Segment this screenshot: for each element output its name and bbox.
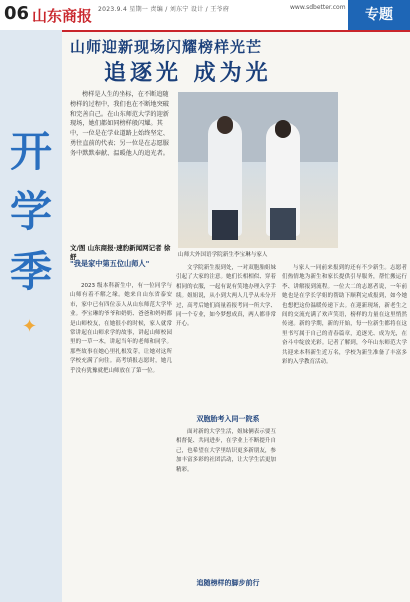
side-char-3: 季 (9, 247, 52, 296)
lead-paragraph: 榜样是人生的坐标，在不断追随榜样的过程中，我们也在不断地突破和完善自己。在山东师范大学的迎新现场，她们都如同榜样般闪耀。其中，一位是在学业道路上始终坚定、勇往直前的代表；另一位是在志愿服务中默默奉献、温暖他人的追光者。 (70, 91, 169, 157)
section-title: 追随榜样的脚步前行 (196, 579, 260, 587)
article-column: 与家人一同前来报到的还有不少新生。志愿者们热情地为新生和家长提供引导服务，帮忙搬运行李、讲解报到流程。一位大二的志愿者说，一年前她也是在学长学姐的帮助下顺利完成报到，如今她也想把这份温暖传递下去。在迎新现场，新老生之间的交流充满了欢声笑语，榜样的力量在这里悄然传递。新的学期，新的开始，每一位新生都将在这里书写属于自己的青春篇章，追逐光、成为光，在奋斗中绽放光彩。记者了解到，今年山东师范大学共迎来本科新生近万名，学校为新生准备了丰富多彩的入学教育活动。 (282, 265, 407, 366)
sparkle-icon: ✦ (22, 316, 38, 337)
side-char-2: 学 (9, 187, 52, 236)
side-char-1: 开 (9, 127, 52, 176)
photo-caption: 山师大外国语学院新生李宝琳与家人 (178, 252, 268, 258)
article-column: 2023 级本科新生中，有一位同学与山师有着不解之缘。她来自山东省泰安市，家中已有四位亲人从山东师范大学毕业。李宝琳的爷爷和奶奶、爸爸和妈妈都是山师校友，在她很小的时候，家人就常常讲起在山师求学的故事，讲起山师校园里的一草一木，讲起当年的老师和同学。那些故事在她心里扎根发芽，让她对这所学校充满了向往。高考填报志愿时，她几乎没有犹豫就把山师放在了第一位。 (70, 283, 172, 374)
side-decoration (0, 30, 62, 602)
headline-kicker: 山师迎新现场闪耀榜样光芒 (70, 38, 263, 56)
section-title: 双胞胎考入同一院系 (196, 415, 260, 423)
page-number: 06 (4, 3, 30, 24)
paper-name: 山东商报 (32, 7, 93, 25)
article-column: 文学院新生报到处，一对双胞胎姐妹引起了大家的注意。她们长相相似、穿着相同的衣服，一起有说有笑地办理入学手续。姐姐说，从小到大两人几乎从未分开过，高考后她们商量着报考同一所大学、同一个专业，如今梦想成真，两人都非常开心。 (176, 265, 276, 328)
section-tag: 专题 (348, 0, 410, 30)
news-photo (178, 92, 338, 248)
page-header (0, 0, 410, 32)
section-title: "我是家中第五位山师人" (70, 259, 150, 268)
website-url: www.sdbetter.com (290, 4, 346, 11)
article-column: 面对新的大学生活，姐妹俩表示要互相督促、共同进步，在学业上不断提升自己，也希望在大学里结识更多新朋友，参加丰富多彩的社团活动，让大学生活更加精彩。 (176, 429, 276, 473)
byline: 文/图 山东商报·速豹新闻网记者 徐舒 (70, 244, 171, 261)
issue-meta: 2023.9.4 星期一 责编 / 刘东宁 设计 / 王爷府 (98, 6, 230, 13)
headline-main: 追逐光 成为光 (104, 61, 272, 86)
